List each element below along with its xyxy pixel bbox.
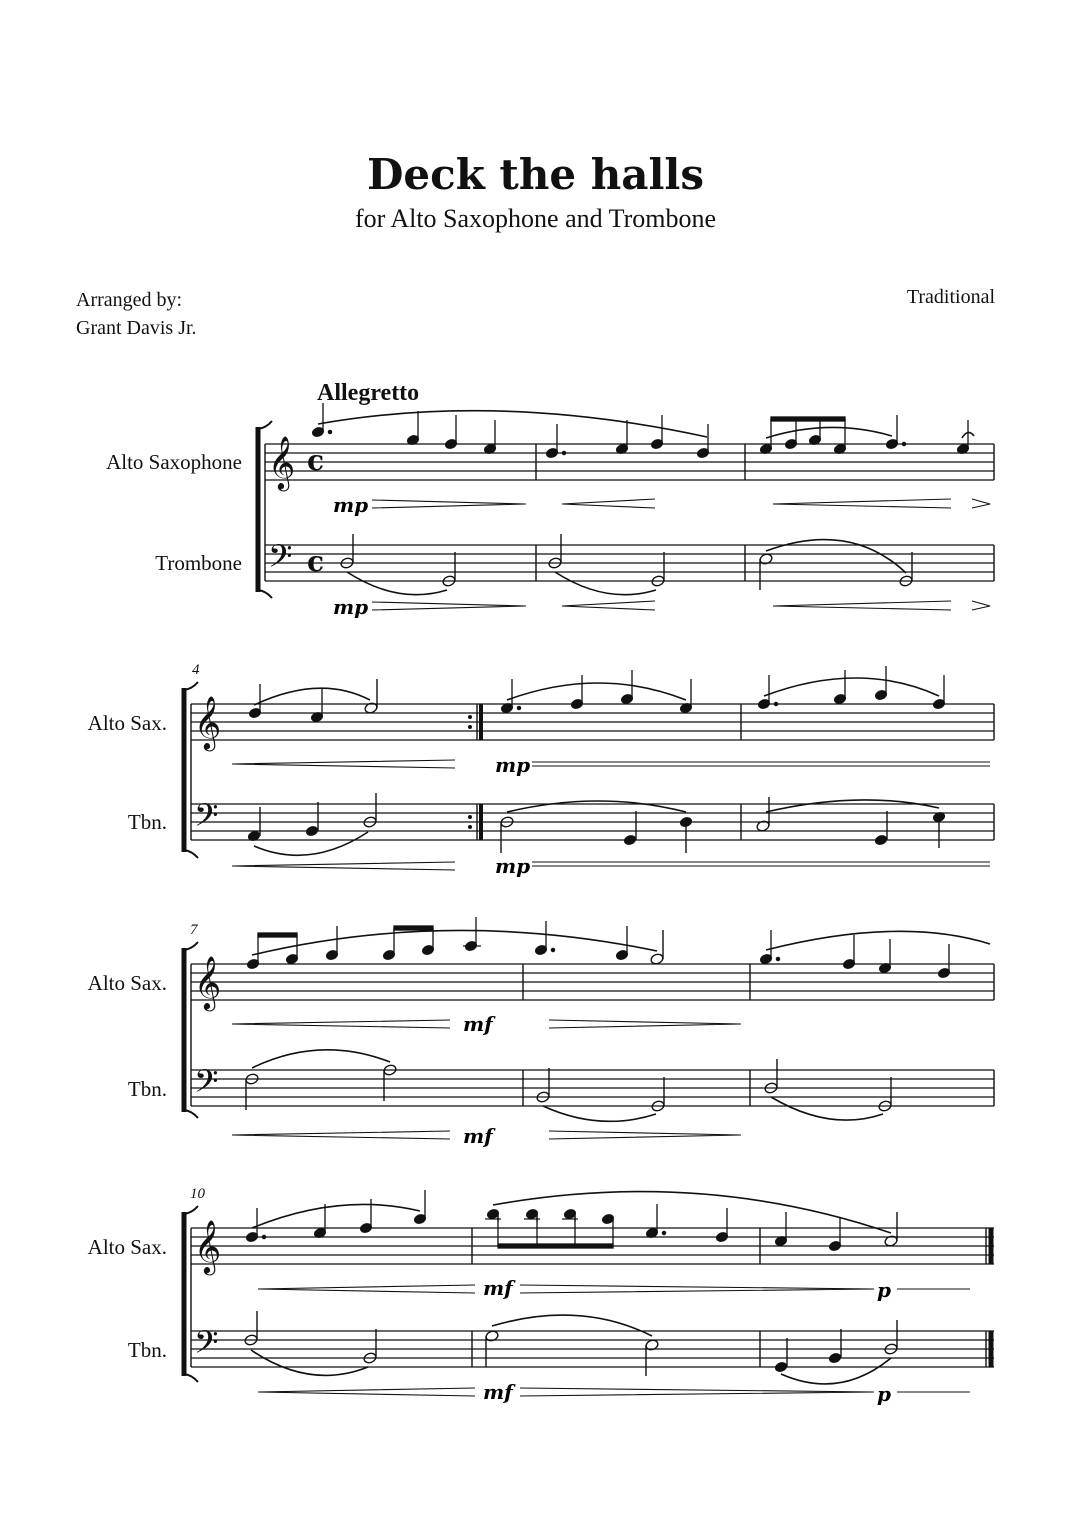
treble-clef-icon: 𝄞 xyxy=(194,695,222,749)
system-2 xyxy=(184,682,994,858)
instrument-label-tbn: Tbn. xyxy=(127,1338,167,1362)
instrument-label-tbn: Tbn. xyxy=(127,810,167,834)
measure-number: 4 xyxy=(192,662,200,678)
dynamic-p: p xyxy=(877,1382,891,1406)
instrument-label-sax: Alto Saxophone xyxy=(106,450,242,474)
notes-sax-2 xyxy=(248,666,945,723)
hairpins-2 xyxy=(232,760,990,870)
dynamic-p: p xyxy=(877,1278,891,1302)
system-4 xyxy=(184,1206,994,1382)
dynamic-mf: mf xyxy=(483,1380,513,1404)
bass-clef-icon: 𝄢 xyxy=(194,1324,219,1368)
score-subtitle: for Alto Saxophone and Trombone xyxy=(354,204,717,233)
time-signature: c xyxy=(307,545,325,578)
measure-number: 10 xyxy=(190,1186,205,1202)
instrument-label-tbn: Tbn. xyxy=(127,1077,167,1101)
system-3 xyxy=(184,942,994,1118)
staff-sax-1 xyxy=(265,444,994,480)
bass-clef-icon: 𝄢 xyxy=(194,1063,219,1107)
notes-tbn-4 xyxy=(244,1311,898,1384)
treble-clef-icon: 𝄞 xyxy=(194,955,222,1009)
dynamic-mf: mf xyxy=(463,1012,493,1036)
notes-tbn-2 xyxy=(247,793,945,855)
arranger-label: Arranged by: xyxy=(76,289,183,311)
staff-tbn-1 xyxy=(265,545,994,581)
instrument-label-tbn: Trombone xyxy=(155,551,242,575)
time-signature: c xyxy=(307,444,325,477)
instrument-label-sax: Alto Sax. xyxy=(87,1235,167,1259)
notes-sax-3 xyxy=(246,917,950,979)
notes-tbn-1 xyxy=(340,534,913,595)
dynamic-mp: mp xyxy=(333,595,369,619)
treble-clef-icon: 𝄞 xyxy=(268,435,296,489)
measure-number: 7 xyxy=(190,922,198,938)
dynamic-mp: mp xyxy=(333,493,369,517)
instrument-label-sax: Alto Sax. xyxy=(87,711,167,735)
arranger-name: Grant Davis Jr. xyxy=(76,317,197,339)
instrument-label-sax: Alto Sax. xyxy=(87,971,167,995)
bass-clef-icon: 𝄢 xyxy=(268,538,293,582)
dynamic-mf: mf xyxy=(463,1124,493,1148)
composer-credit: Traditional xyxy=(906,286,995,308)
bass-clef-icon: 𝄢 xyxy=(194,797,219,841)
dynamic-mp: mp xyxy=(495,753,531,777)
tempo-marking: Allegretto xyxy=(317,380,420,406)
dynamic-mf: mf xyxy=(483,1276,513,1300)
notes-tbn-3 xyxy=(245,1050,892,1122)
treble-clef-icon: 𝄞 xyxy=(194,1219,222,1273)
score-title: Deck the halls xyxy=(366,150,705,199)
dynamic-mp: mp xyxy=(495,854,531,878)
